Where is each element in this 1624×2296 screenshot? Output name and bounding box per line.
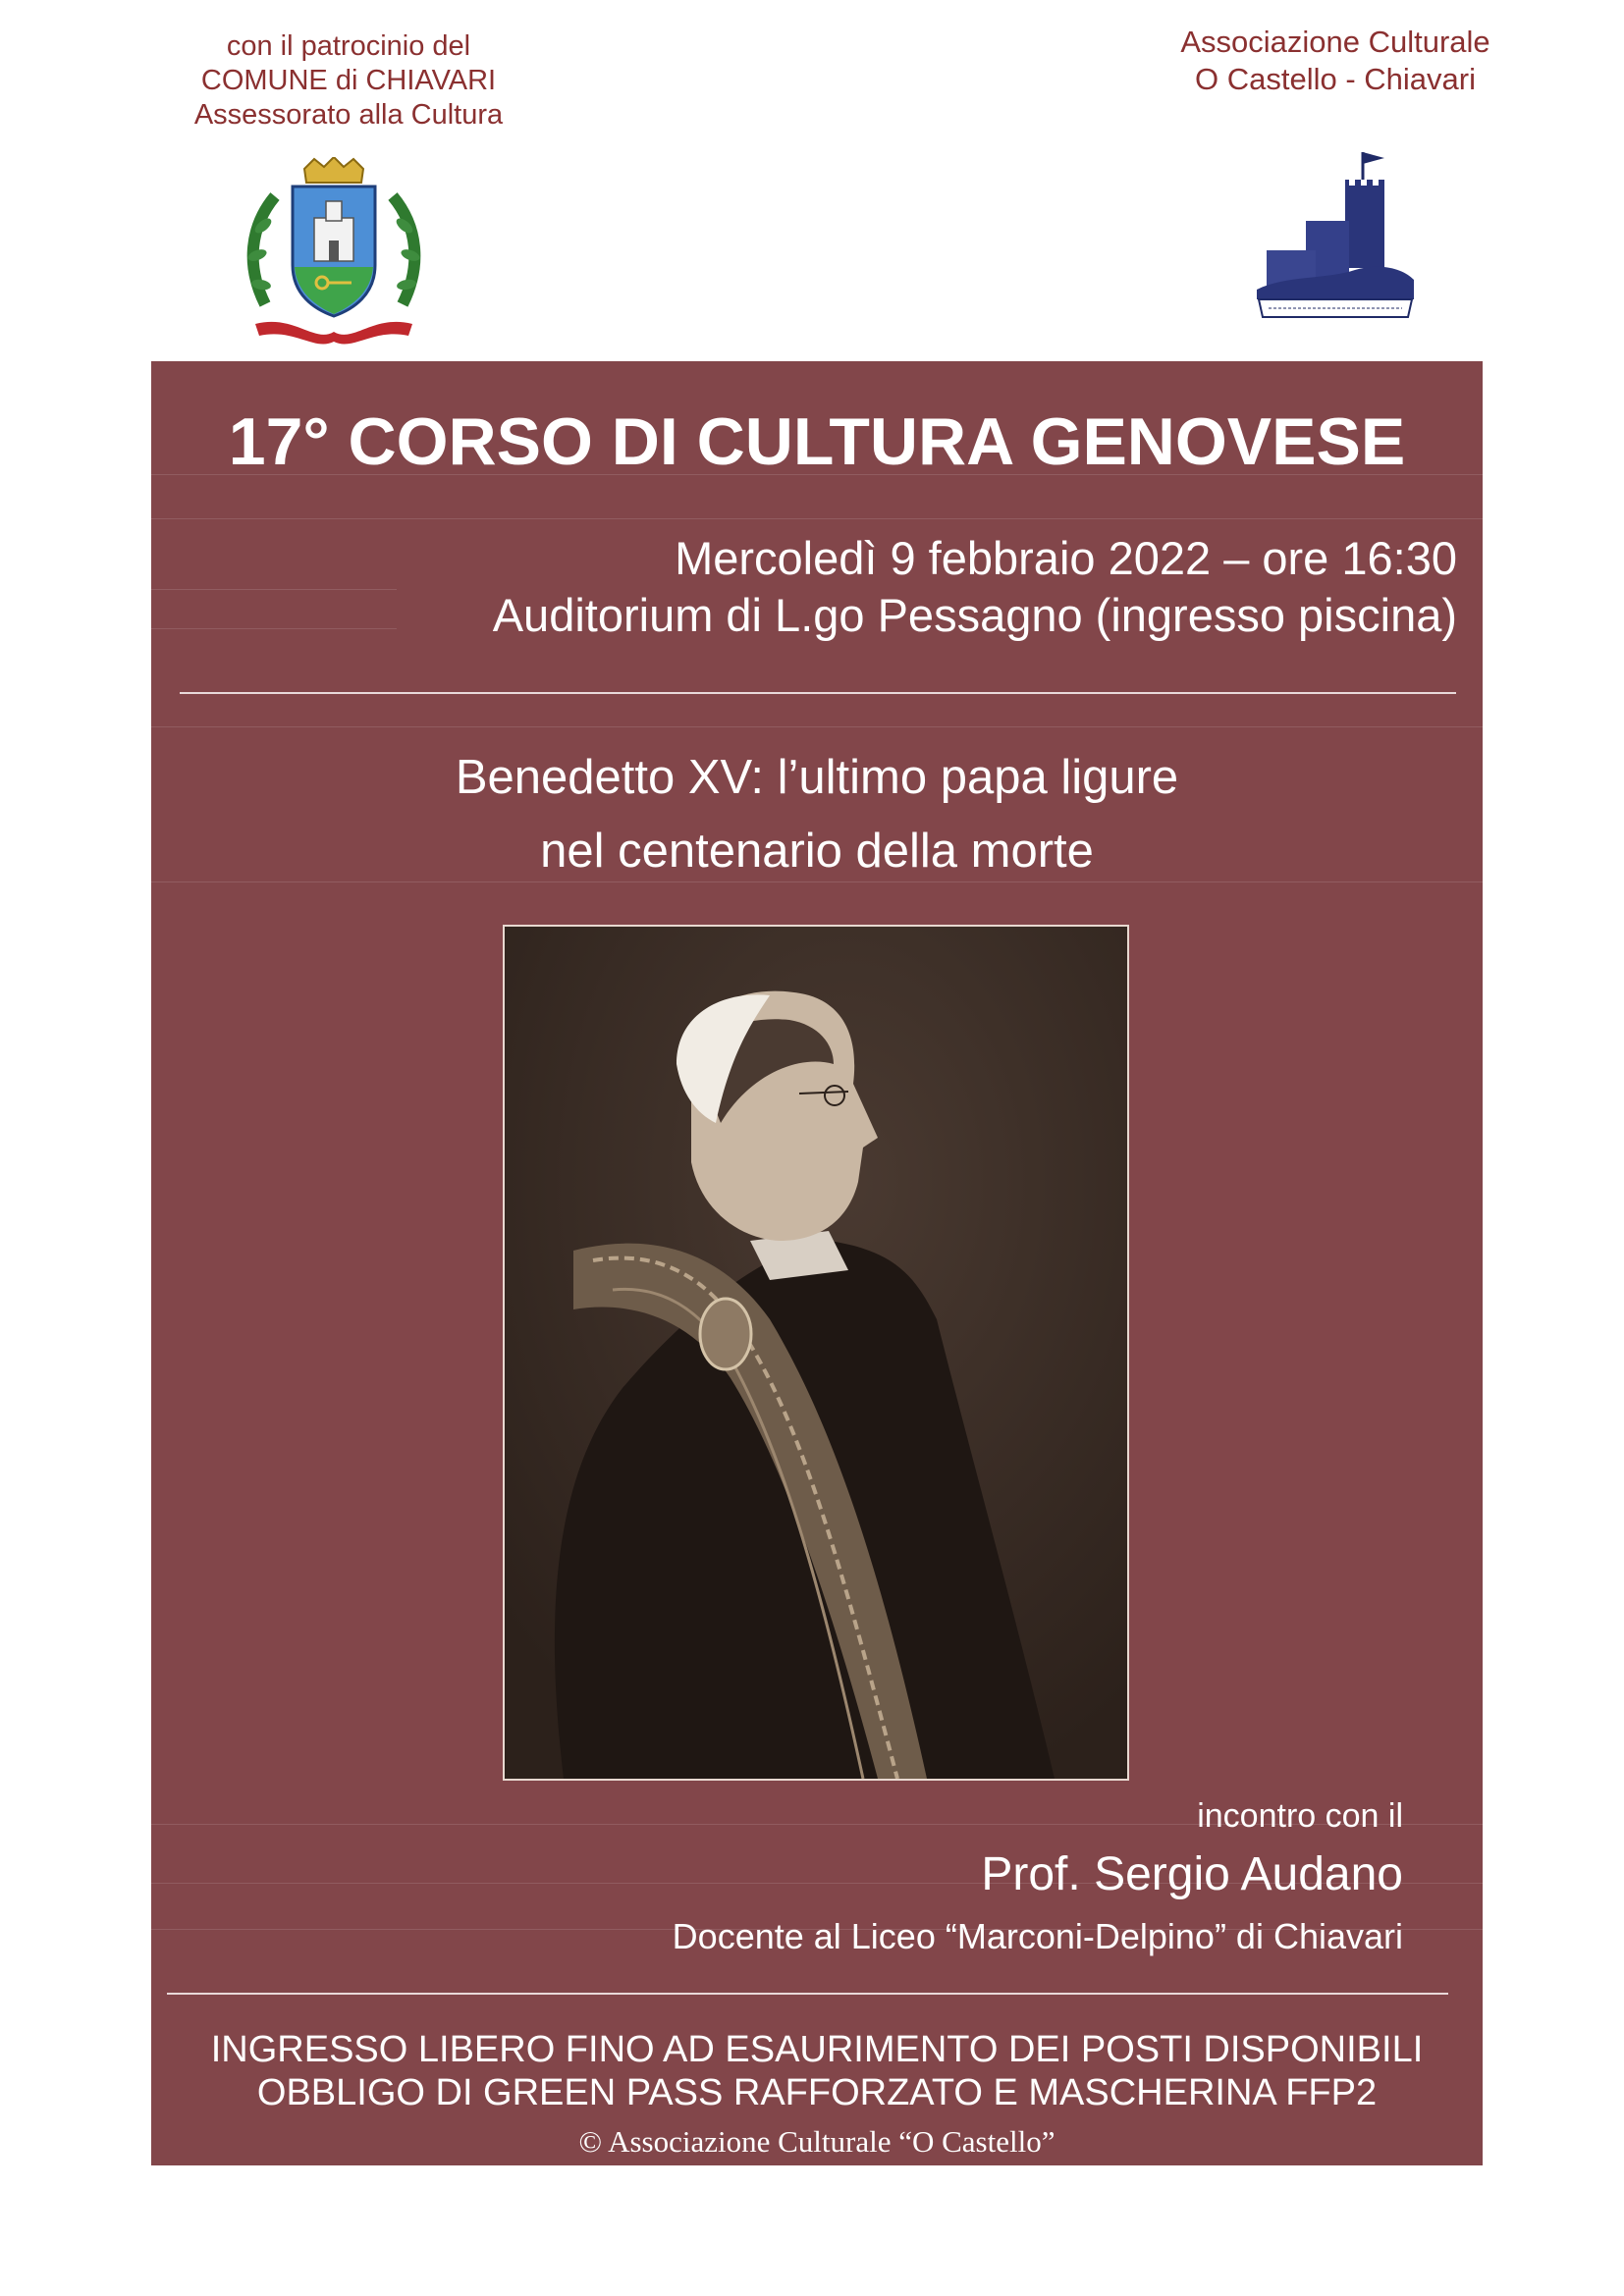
- chiavari-coat-of-arms-icon: [236, 157, 432, 348]
- association-line-2: O Castello - Chiavari: [1195, 62, 1476, 96]
- event-title: 17° CORSO DI CULTURA GENOVESE: [228, 404, 1406, 479]
- speaker-role: Docente al Liceo “Marconi-Delpino” di Chiavari: [672, 1916, 1403, 1956]
- speaker-name: Prof. Sergio Audano: [981, 1848, 1403, 1900]
- association-line-1: Associazione Culturale: [1180, 25, 1490, 59]
- pope-portrait-image: [505, 927, 1127, 1779]
- speaker-intro: incontro con il: [1197, 1797, 1403, 1835]
- patronage-line-1: con il patrocinio del: [226, 30, 471, 62]
- divider-line: [167, 1993, 1448, 1995]
- patronage-block: [167, 29, 530, 133]
- event-topic: [151, 741, 1483, 888]
- castle-logo-icon: [1247, 142, 1424, 329]
- event-date: Mercoledì 9 febbraio 2022 – ore 16:30: [675, 532, 1457, 584]
- notice-green-pass: OBBLIGO DI GREEN PASS RAFFORZATO E MASCHERINA FFP2: [256, 2072, 1378, 2113]
- patronage-line-3: Assessorato alla Cultura: [193, 99, 504, 131]
- notice-free-entry: INGRESSO LIBERO FINO AD ESAURIMENTO DEI POSTI DISPONIBILI: [210, 2029, 1424, 2070]
- divider: [151, 518, 1483, 519]
- topic-line-1: Benedetto XV: l’ultimo papa ligure: [455, 751, 1179, 804]
- portrait-photo: [503, 925, 1129, 1781]
- event-when: [295, 530, 1457, 644]
- patronage-line-2: COMUNE di CHIAVARI: [200, 65, 497, 96]
- divider: [151, 726, 1483, 727]
- topic-line-2: nel centenario della morte: [540, 825, 1094, 878]
- association-block: [1129, 24, 1542, 98]
- event-venue: Auditorium di L.go Pessagno (ingresso piscina): [492, 589, 1457, 641]
- divider-line: [180, 692, 1456, 694]
- copyright-line: © Associazione Culturale “O Castello”: [578, 2124, 1056, 2159]
